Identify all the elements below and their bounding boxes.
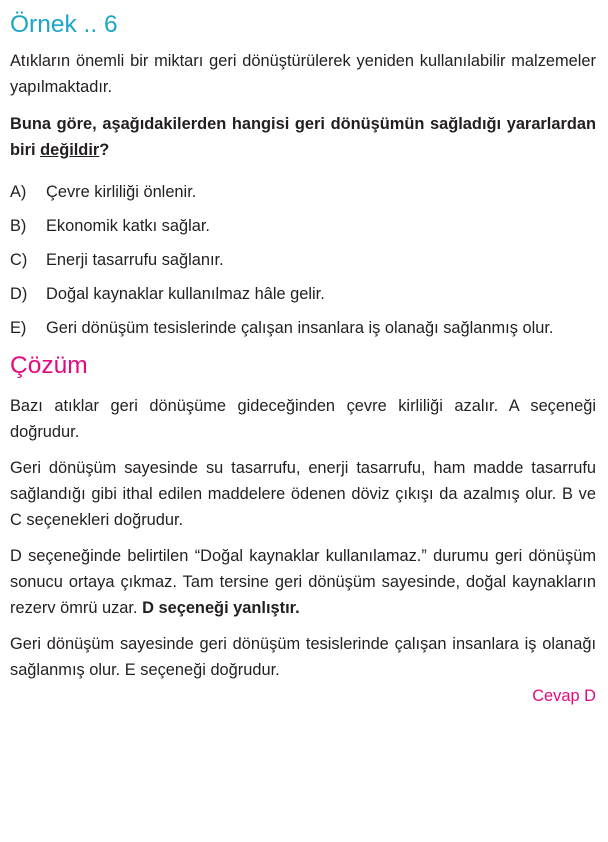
question-prefix: Buna göre, aşağıdakilerden hangisi geri dönüşümün sağladığı yararlardan biri bbox=[10, 115, 596, 159]
answer-label: Cevap D bbox=[532, 687, 596, 705]
option-text: Geri dönüşüm tesislerinde çalışan insanlara iş olanağı sağlanmış olur. bbox=[46, 319, 554, 337]
option-c bbox=[10, 247, 596, 273]
question-emphasis: değildir bbox=[40, 141, 100, 159]
option-e bbox=[10, 315, 596, 341]
option-a bbox=[10, 179, 596, 205]
solution-paragraph-3 bbox=[10, 543, 596, 621]
solution-paragraph-1: Bazı atıklar geri dönüşüme gideceğinden çevre kirliliği azalır. A seçeneği doğrudur. bbox=[10, 397, 596, 441]
option-text: Enerji tasarrufu sağlanır. bbox=[46, 251, 224, 269]
options-list bbox=[10, 179, 596, 341]
option-text: Çevre kirliliği önlenir. bbox=[46, 183, 197, 201]
option-b bbox=[10, 213, 596, 239]
solution-paragraph-3-bold: D seçeneği yanlıştır. bbox=[142, 599, 300, 617]
option-letter: B) bbox=[10, 217, 27, 235]
page bbox=[10, 8, 596, 707]
option-letter: C) bbox=[10, 251, 28, 269]
example-title: Örnek .. 6 bbox=[10, 11, 118, 38]
question-text bbox=[10, 111, 596, 163]
option-letter: A) bbox=[10, 183, 27, 201]
solution-paragraph-2: Geri dönüşüm sayesinde su tasarrufu, enerji tasarrufu, ham madde tasarrufu sağlandığı gibi ithal edilen maddelere ödenen döviz çıkışı da azalmış olur. B ve C seçenekleri doğrudur. bbox=[10, 459, 596, 529]
solution-paragraph-4: Geri dönüşüm sayesinde geri dönüşüm tesislerinde çalışan insanlara iş olanağı sağlanmış olur. E seçeneği doğrudur. bbox=[10, 635, 596, 679]
option-text: Doğal kaynaklar kullanılmaz hâle gelir. bbox=[46, 285, 325, 303]
question-suffix: ? bbox=[99, 141, 110, 159]
solution-title: Çözüm bbox=[10, 352, 88, 379]
intro-text: Atıkların önemli bir miktarı geri dönüştürülerek yeniden kullanılabilir malzemeler yapılmaktadır. bbox=[10, 52, 596, 96]
option-d bbox=[10, 281, 596, 307]
option-letter: E) bbox=[10, 319, 27, 337]
option-text: Ekonomik katkı sağlar. bbox=[46, 217, 210, 235]
solution-paragraph-3-text: D seçeneğinde belirtilen “Doğal kaynaklar kullanılamaz.” durumu geri dönüşüm sonucu ortaya çıkmaz. Tam tersine geri dönüşüm sayesinde, doğal kaynakların rezerv ömrü uzar. bbox=[10, 547, 596, 617]
option-letter: D) bbox=[10, 285, 28, 303]
